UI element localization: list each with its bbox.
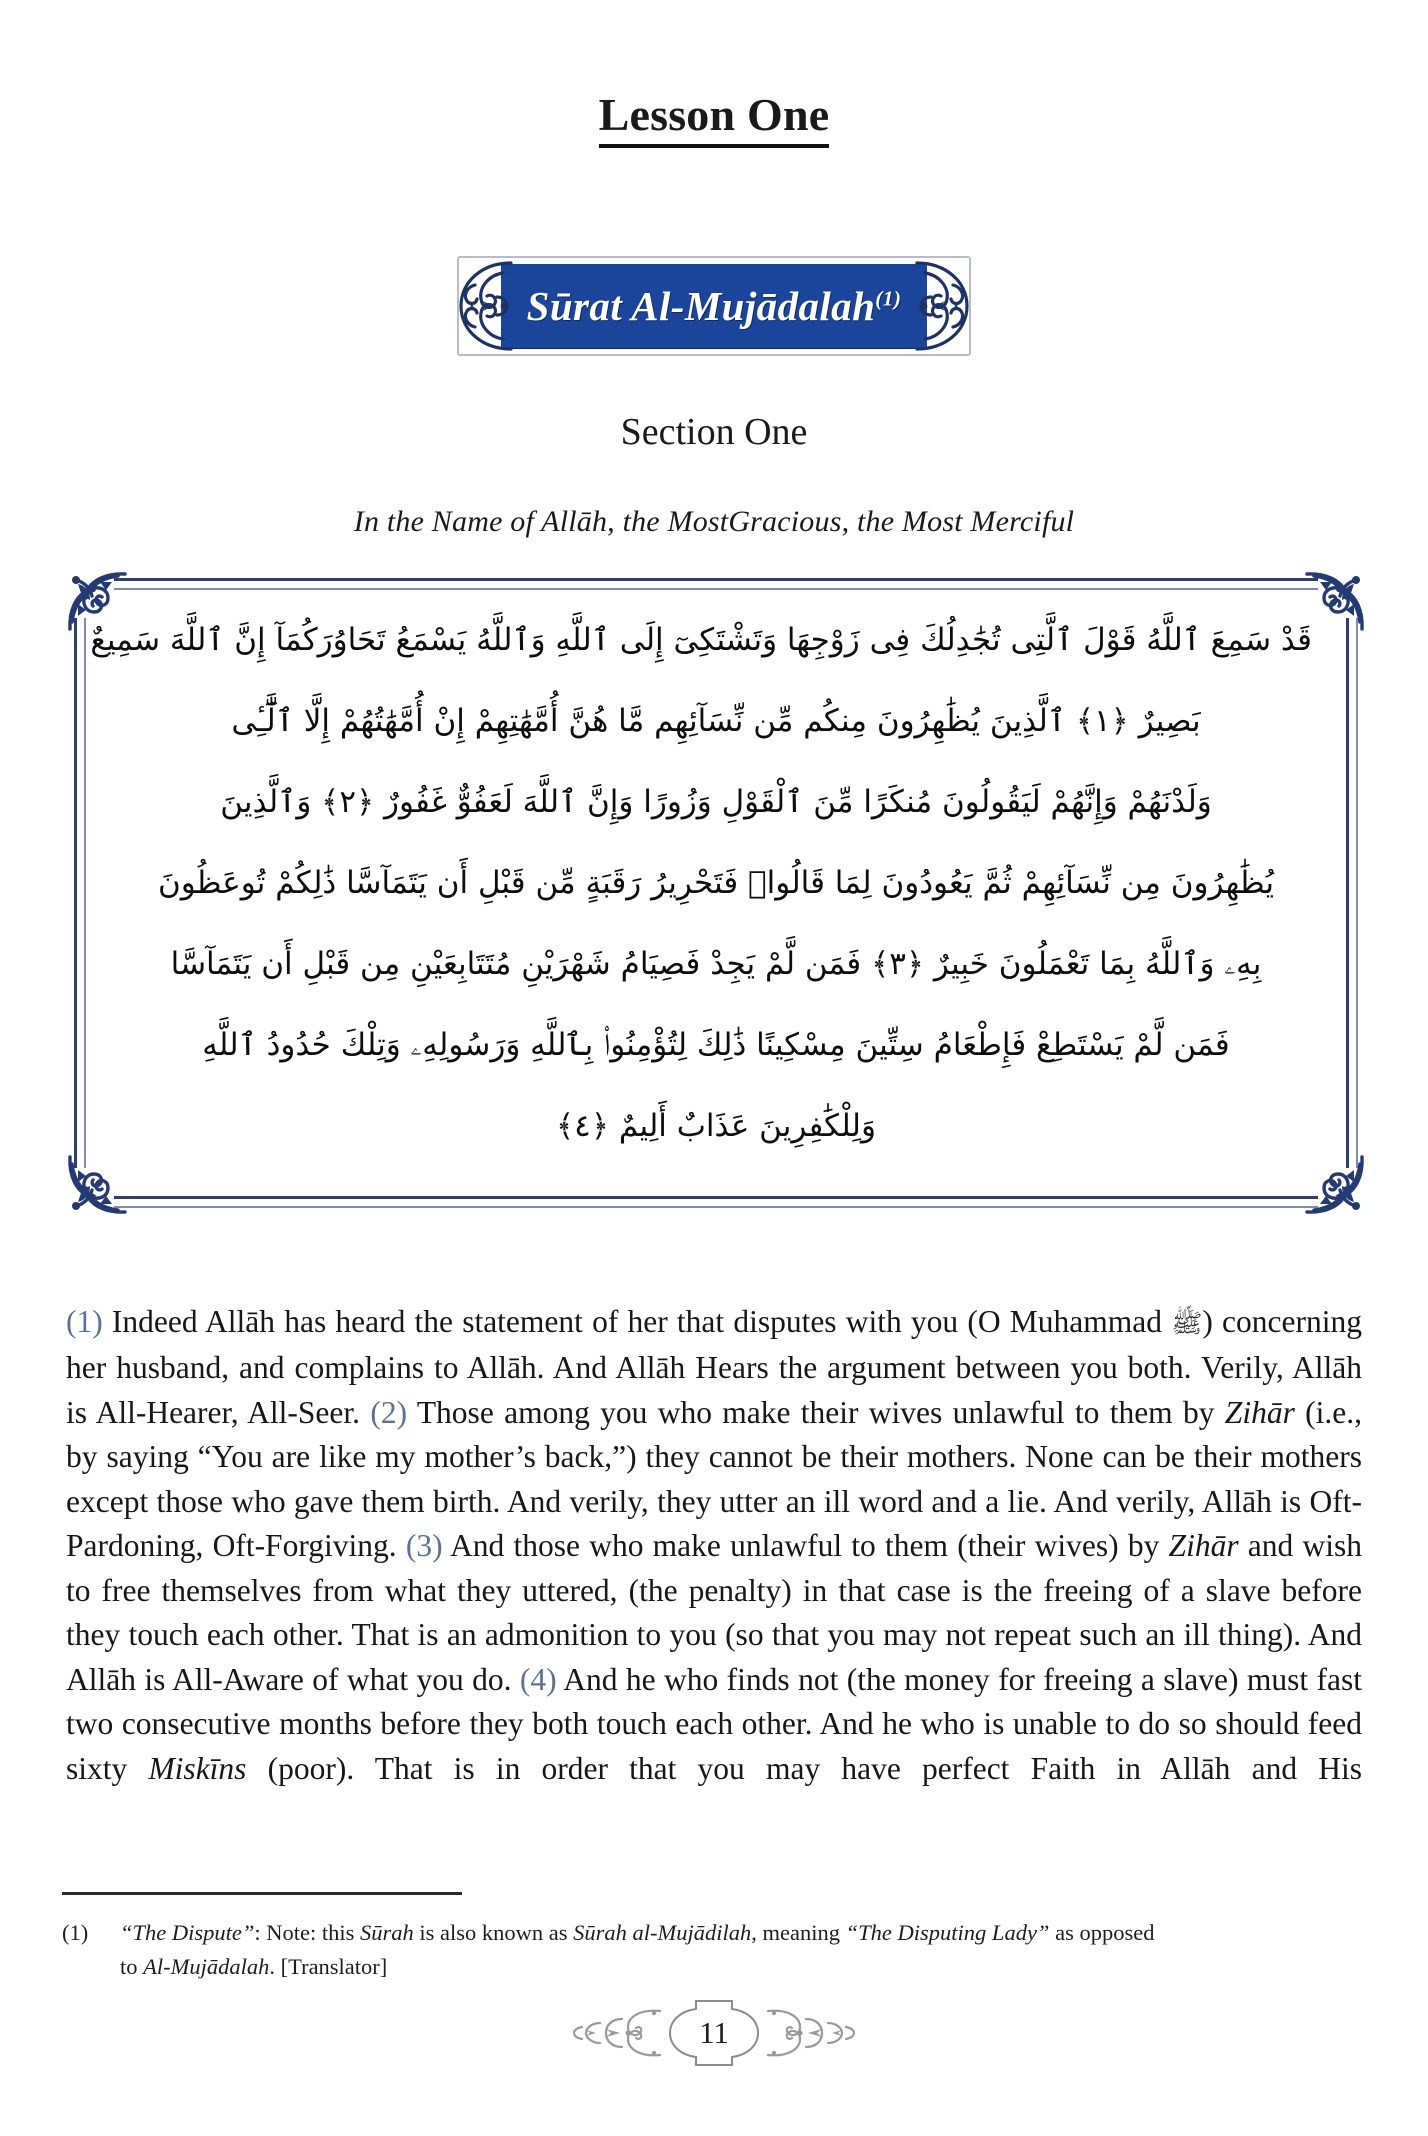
emphasis-term: Al-Mujādalah: [143, 1954, 270, 1979]
translation-paragraph: [66, 1300, 1362, 1792]
verse-number: (4): [519, 1661, 557, 1697]
frame-border-top: [114, 578, 1318, 590]
section-heading: [0, 410, 1428, 454]
footnote-marker: (1): [62, 1920, 89, 1945]
quran-line: قَدْ سَمِعَ ٱللَّهُ قَوْلَ ٱلَّتِى تُجَٰدِلُكَ فِى زَوْجِهَا وَتَشْتَكِىٓ إِلَى ٱللَّهِ وَٱللَّهُ يَسْمَعُ تَحَاوُرَكُمَآ إِنَّ ٱللَّهَ سَمِيعٌ: [90, 622, 1312, 658]
footnote-text-line-2: [62, 1950, 1368, 1984]
frame-corner-ornament-icon: [56, 1152, 130, 1226]
surah-banner-plate: [501, 264, 928, 348]
surah-banner-frame: [447, 252, 982, 360]
text-run: (i.e., by saying “You are like my mother’s back,”) they cannot be their mothers. None can be their mothers except those who gave them birth. And verily, they utter an ill word and a lie. And verily, Allāh is Oft-Pardoning, Oft-Forgiving.: [66, 1394, 1362, 1563]
text-run: And those who make unlawful to them (their wives) by: [442, 1528, 1169, 1563]
bismillah-text: In the Name of Allāh, the MostGracious, the Most Merciful: [353, 505, 1075, 538]
frame-corner-ornament-icon: [1302, 1152, 1376, 1226]
bismillah-line: [0, 505, 1428, 539]
surah-title-text: Sūrat Al-Mujādalah: [526, 283, 876, 329]
emphasis-term: Zihār: [1224, 1394, 1295, 1430]
surah-banner: [0, 252, 1428, 360]
page-title-text: Lesson One: [599, 91, 830, 148]
text-run: as opposed: [1049, 1920, 1155, 1945]
quran-line: يُظَٰهِرُونَ مِن نِّسَآئِهِمْ ثُمَّ يَعُودُونَ لِمَا قَالُوا۟ فَتَحْرِيرُ رَقَبَةٍ مِّن قَبْلِ أَن يَتَمَآسَّا ذَٰلِكُمْ تُوعَظُونَ: [158, 865, 1274, 901]
frame-corner-ornament-icon: [1302, 560, 1376, 634]
text-run: ) concerning her husband, and complains to Allāh. And Allāh Hears the argument between you both. Verily, Allāh is All-Hearer, All-Seer.: [66, 1303, 1362, 1430]
text-run: : Note: this: [254, 1920, 361, 1945]
quran-line: فَمَن لَّمْ يَسْتَطِعْ فَإِطْعَامُ سِتِّينَ مِسْكِينًا ذَٰلِكَ لِتُؤْمِنُوا۟ بِٱللَّهِ وَرَسُولِهِۦ وَتِلْكَ حُدُودُ ٱللَّهِ: [202, 1027, 1230, 1063]
text-run: (poor). That is in order that you may have perfect Faith in Allāh and His: [246, 1750, 1362, 1786]
text-run: . [Translator]: [269, 1954, 388, 1979]
quran-line: بِهِۦ وَٱللَّهُ بِمَا تَعْمَلُونَ خَبِيرٌ ﴿٣﴾ فَمَن لَّمْ يَجِدْ فَصِيَامُ شَهْرَيْنِ مُتَتَابِعَيْنِ مِن قَبْلِ أَن يَتَمَآسَّا: [170, 946, 1262, 982]
frame-border-left: [74, 618, 86, 1168]
text-run: And he who finds not (the money for freeing a slave) must fast two consecutive months before they both touch each other. And he who is unable to do so should feed sixty: [66, 1661, 1362, 1786]
verse-number: (2): [370, 1394, 408, 1430]
footnote-separator: [62, 1892, 462, 1895]
frame-border-bottom: [114, 1196, 1318, 1208]
arabesque-left-icon: [453, 257, 515, 355]
verse-number: (3): [405, 1528, 443, 1563]
footer-right-ornament-icon: [762, 2001, 858, 2065]
text-run: and wish to free themselves from what they uttered, (the penalty) in that case is the freeing of a slave before they touch each other. That is an admonition to you (so that you may not repeat such an ill thing). And Allāh is All-Aware of what you do.: [66, 1528, 1362, 1697]
quran-verse-lines: [90, 600, 1312, 1192]
emphasis-term: Sūrah: [360, 1920, 414, 1945]
text-run: Indeed Allāh has heard the statement of her that disputes with you (O Muhammad: [102, 1303, 1172, 1339]
frame-border-right: [1346, 618, 1358, 1168]
quran-line: وَلِلْكَٰفِرِينَ عَذَابٌ أَلِيمٌ ﴿٤﴾: [556, 1108, 876, 1144]
page-footer: [0, 1995, 1428, 2071]
verse-number: (1): [66, 1303, 103, 1339]
footnote-text-line-1: [120, 1920, 1154, 1945]
text-run: is also known as: [413, 1920, 574, 1945]
salla-allahu-alayhi-wa-sallam-icon: ﷺ: [1171, 1308, 1203, 1338]
surah-title-footnote-marker: (1): [875, 286, 902, 311]
text-run: to: [120, 1954, 144, 1979]
footnote: [62, 1916, 1368, 1984]
quran-line: وَلَدْنَهُمْ وَإِنَّهُمْ لَيَقُولُونَ مُنكَرًا مِّنَ ٱلْقَوْلِ وَزُورًا وَإِنَّ ٱللَّهَ لَعَفُوٌّ غَفُورٌ ﴿٢﴾ وَٱلَّذِينَ: [220, 784, 1212, 820]
text-run: , meaning: [751, 1920, 846, 1945]
arabesque-right-icon: [913, 257, 975, 355]
footer-left-ornament-icon: [570, 2001, 666, 2065]
emphasis-term: Zihār: [1168, 1528, 1239, 1563]
emphasis-term: Sūrah al-Mujādilah: [573, 1920, 752, 1945]
quran-verse-frame: [62, 566, 1370, 1220]
page-number-cartouche: [666, 1995, 762, 2071]
emphasis-term: “The Disputing Lady”: [845, 1920, 1050, 1945]
surah-title: [527, 282, 902, 330]
page-title: [0, 88, 1428, 148]
quran-line: بَصِيرٌ ﴿١﴾ ٱلَّذِينَ يُظَٰهِرُونَ مِنكُم مِّن نِّسَآئِهِم مَّا هُنَّ أُمَّهَٰتِهِمْ إِنْ أُمَّهَٰتُهُمْ إِلَّا ٱلَّٰٓـِٔى: [231, 703, 1201, 739]
emphasis-term: “The Dispute”: [120, 1920, 255, 1945]
section-heading-text: Section One: [620, 411, 808, 453]
emphasis-term: Miskīns: [148, 1750, 247, 1786]
text-run: Those among you who make their wives unlawful to them by: [407, 1394, 1225, 1430]
page-number: 11: [699, 2015, 729, 2050]
